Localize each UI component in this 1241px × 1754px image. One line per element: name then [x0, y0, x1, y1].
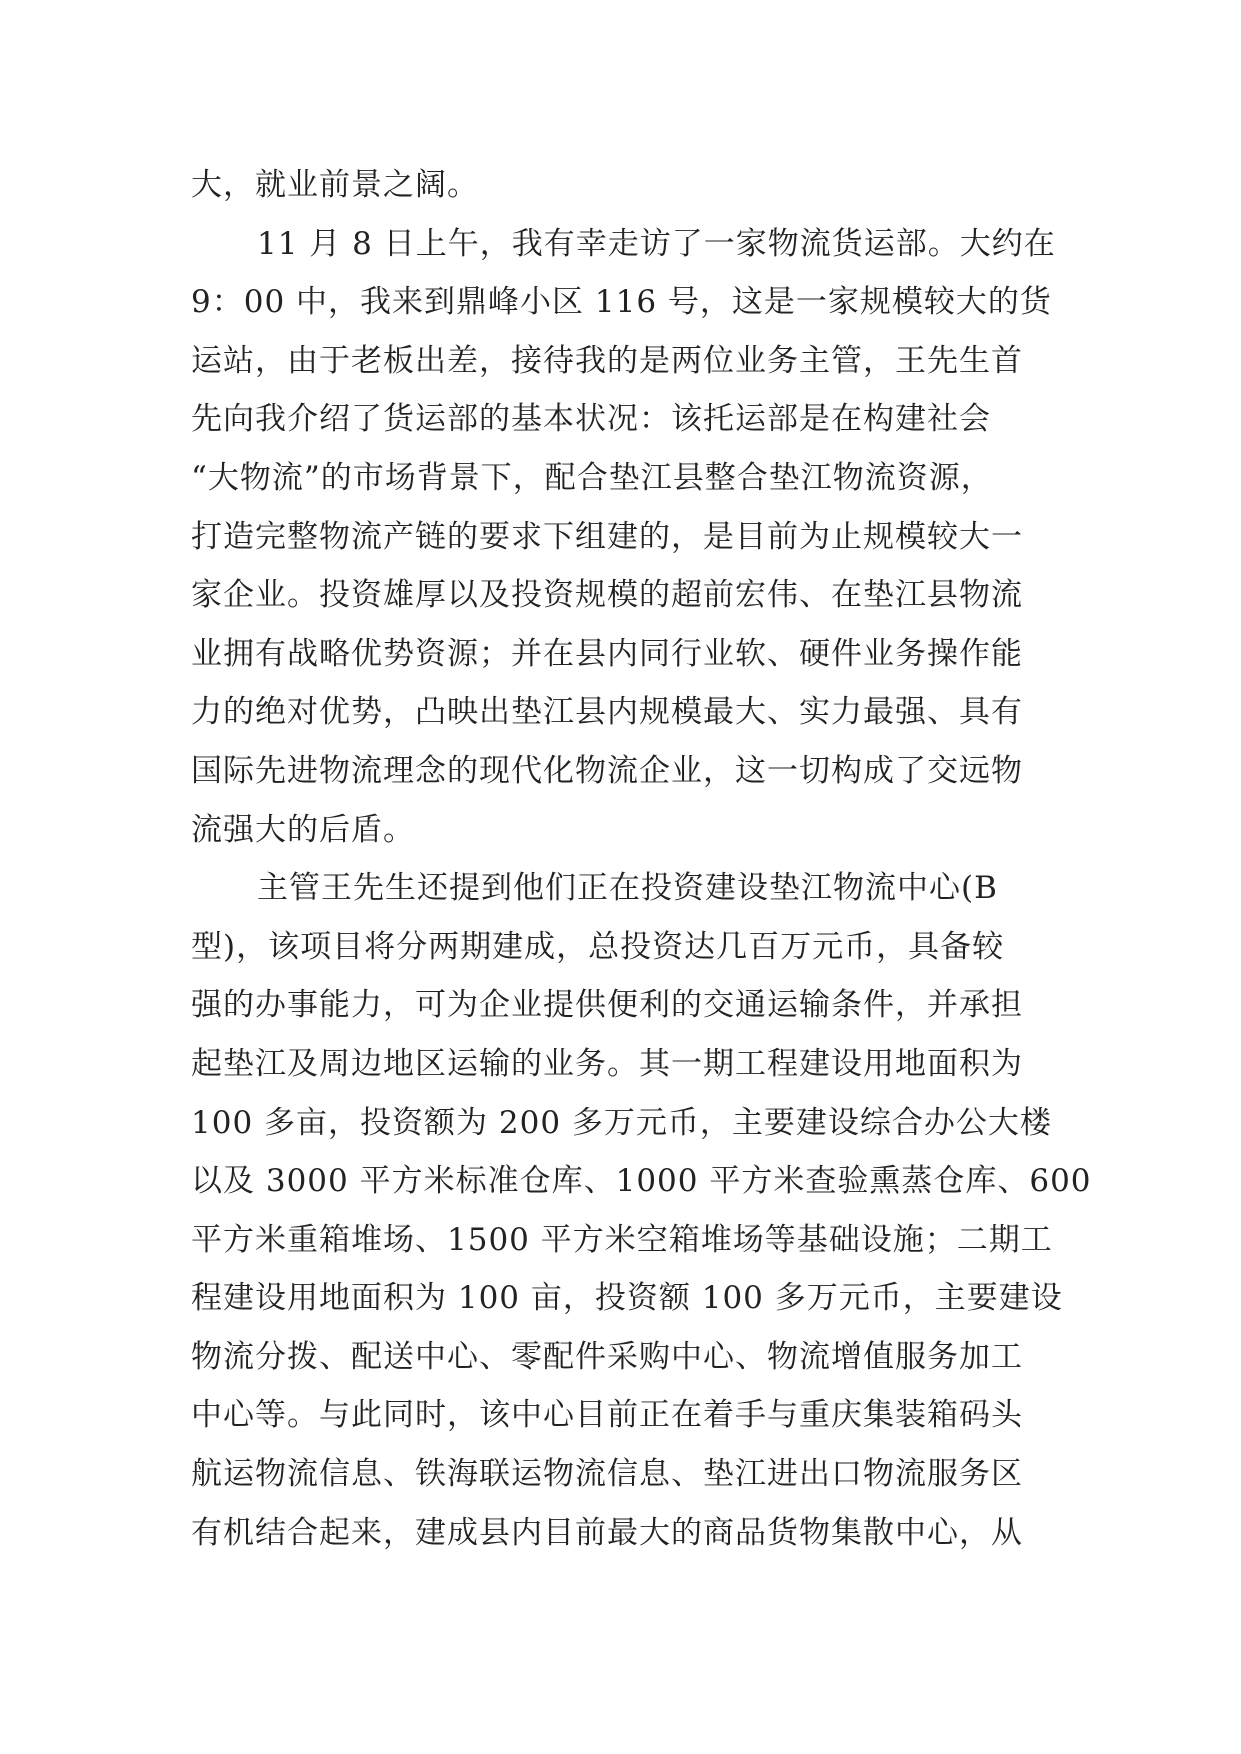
text-line: 型)，该项目将分两期建成，总投资达几百万元币，具备较	[191, 928, 1005, 965]
text-line: 中心等。与此同时，该中心目前正在着手与重庆集装箱码头	[191, 1397, 1023, 1434]
text-line: 程建设用地面积为 100 亩，投资额 100 多万元币，主要建设	[191, 1280, 1063, 1317]
text-line: 业拥有战略优势资源；并在县内同行业软、硬件业务操作能	[191, 635, 1023, 672]
text-line: 先向我介绍了货运部的基本状况：该托运部是在构建社会	[191, 401, 991, 438]
text-line: 100 多亩，投资额为 200 多万元币，主要建设综合办公大楼	[191, 1104, 1052, 1141]
text-line: 航运物流信息、铁海联运物流信息、垫江进出口物流服务区	[191, 1456, 1023, 1493]
text-line: 以及 3000 平方米标准仓库、1000 平方米查验熏蒸仓库、600	[191, 1163, 1092, 1200]
body-text	[191, 156, 1092, 1562]
text-line: 大，就业前景之阔。	[191, 167, 479, 203]
text-line: “大物流”的市场背景下，配合垫江县整合垫江物流资源，	[191, 459, 993, 496]
text-line: 打造完整物流产链的要求下组建的，是目前为止规模较大一	[191, 518, 1023, 555]
text-line: 11 月 8 日上午，我有幸走访了一家物流货运部。大约在	[257, 225, 1056, 262]
text-line: 国际先进物流理念的现代化物流企业，这一切构成了交远物	[191, 752, 1023, 789]
text-line: 主管王先生还提到他们正在投资建设垫江物流中心(B	[257, 870, 998, 907]
text-line: 平方米重箱堆场、1500 平方米空箱堆场等基础设施；二期工	[191, 1221, 1053, 1258]
text-line: 有机结合起来，建成县内目前最大的商品货物集散中心，从	[191, 1514, 1023, 1551]
text-line: 家企业。投资雄厚以及投资规模的超前宏伟、在垫江县物流	[191, 577, 1023, 614]
text-line: 起垫江及周边地区运输的业务。其一期工程建设用地面积为	[191, 1045, 1023, 1082]
text-line: 力的绝对优势，凸映出垫江县内规模最大、实力最强、具有	[191, 694, 1023, 731]
text-line: 9：00 中，我来到鼎峰小区 116 号，这是一家规模较大的货	[191, 284, 1052, 321]
text-line: 流强大的后盾。	[191, 811, 415, 848]
text-line: 运站，由于老板出差，接待我的是两位业务主管，王先生首	[191, 342, 1023, 379]
text-line: 物流分拨、配送中心、零配件采购中心、物流增值服务加工	[191, 1338, 1023, 1375]
text-line: 强的办事能力，可为企业提供便利的交通运输条件，并承担	[191, 987, 1023, 1024]
